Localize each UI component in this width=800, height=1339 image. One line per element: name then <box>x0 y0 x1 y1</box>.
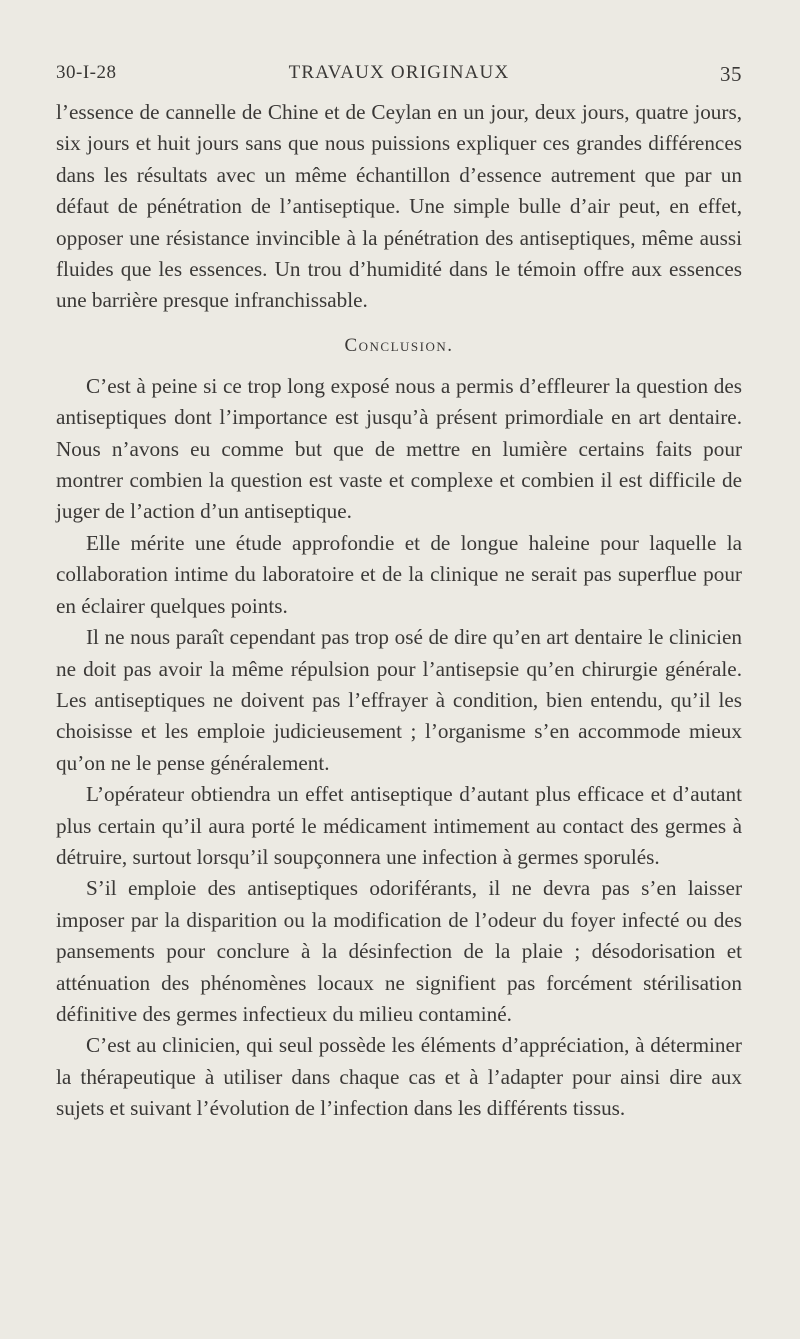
issue-date: 30-I-28 <box>56 62 117 83</box>
paragraph: Elle mérite une étude approfondie et de longue haleine pour laquelle la collaboration intime du laboratoire et de la clinique ne serait pas superflue pour en éclairer quelques points. <box>56 530 742 618</box>
paragraph: C’est au clinicien, qui seul possède les éléments d’appréciation, à déterminer la thérapeutique à utiliser dans chaque cas et à l’adapter pour ainsi dire aux sujets et suivant l’évolution de l’infection dans les différents tissus. <box>56 1033 742 1121</box>
paragraph: L’opérateur obtiendra un effet antiseptique d’autant plus efficace et d’autant plus certain qu’il aura porté le médicament intimement au contact des germes à détruire, surtout lorsqu’il soupçonnera une infection à germes sporulés. <box>56 782 742 869</box>
paragraph: Il ne nous paraît cependant pas trop osé de dire qu’en art dentaire le clinicien ne doit pas avoir la même répulsion pour l’antisepsie qu’en chirurgie générale. Les antiseptiques ne doivent pas l’effrayer à condition, bien entendu, qu’il les choisisse et les emploie judicieusement ; l’organisme s’en accommode mieux qu’on ne le pense généralement. <box>56 625 742 775</box>
running-header <box>56 62 742 90</box>
page-number: 35 <box>720 62 742 86</box>
paragraph: C’est à peine si ce trop long exposé nous a permis d’effleurer la question des antiseptiques dont l’importance est jusqu’à présent primordiale en art dentaire. Nous n’avons eu comme but que de mettre en lumière certains faits pour montrer combien la question est vaste et complexe et combien il est difficile de juger de l’action d’un antiseptique. <box>56 373 742 524</box>
paragraph: S’il emploie des antiseptiques odoriférants, il ne devra pas s’en laisser imposer par la disparition ou la modification de l’odeur du foyer infecté ou des pansements pour conclure à la désinfection de la plaie ; désodorisation et atténuation des phénomènes locaux ne signifient pas forcément stérilisation définitive des germes infectieux du milieu contaminé. <box>56 876 742 1026</box>
article-body <box>56 97 742 1125</box>
section-heading-conclusion: Conclusion. <box>344 334 454 356</box>
journal-section-title: TRAVAUX ORIGINAUX <box>288 62 510 83</box>
paragraph-continued: l’essence de cannelle de Chine et de Ceylan en un jour, deux jours, quatre jours, six jours et huit jours sans que nous puissions expliquer ces grandes différences dans les résultats avec un même échantillon d’essence autrement que par un défaut de pénétration de l’antiseptique. Une simple bulle d’air peut, en effet, opposer une résistance invincible à la pénétration des antiseptiques, même aussi fluides que les essences. Un trou d’humidité dans le témoin offre aux essences une barrière presque infranchissable. <box>56 100 742 313</box>
